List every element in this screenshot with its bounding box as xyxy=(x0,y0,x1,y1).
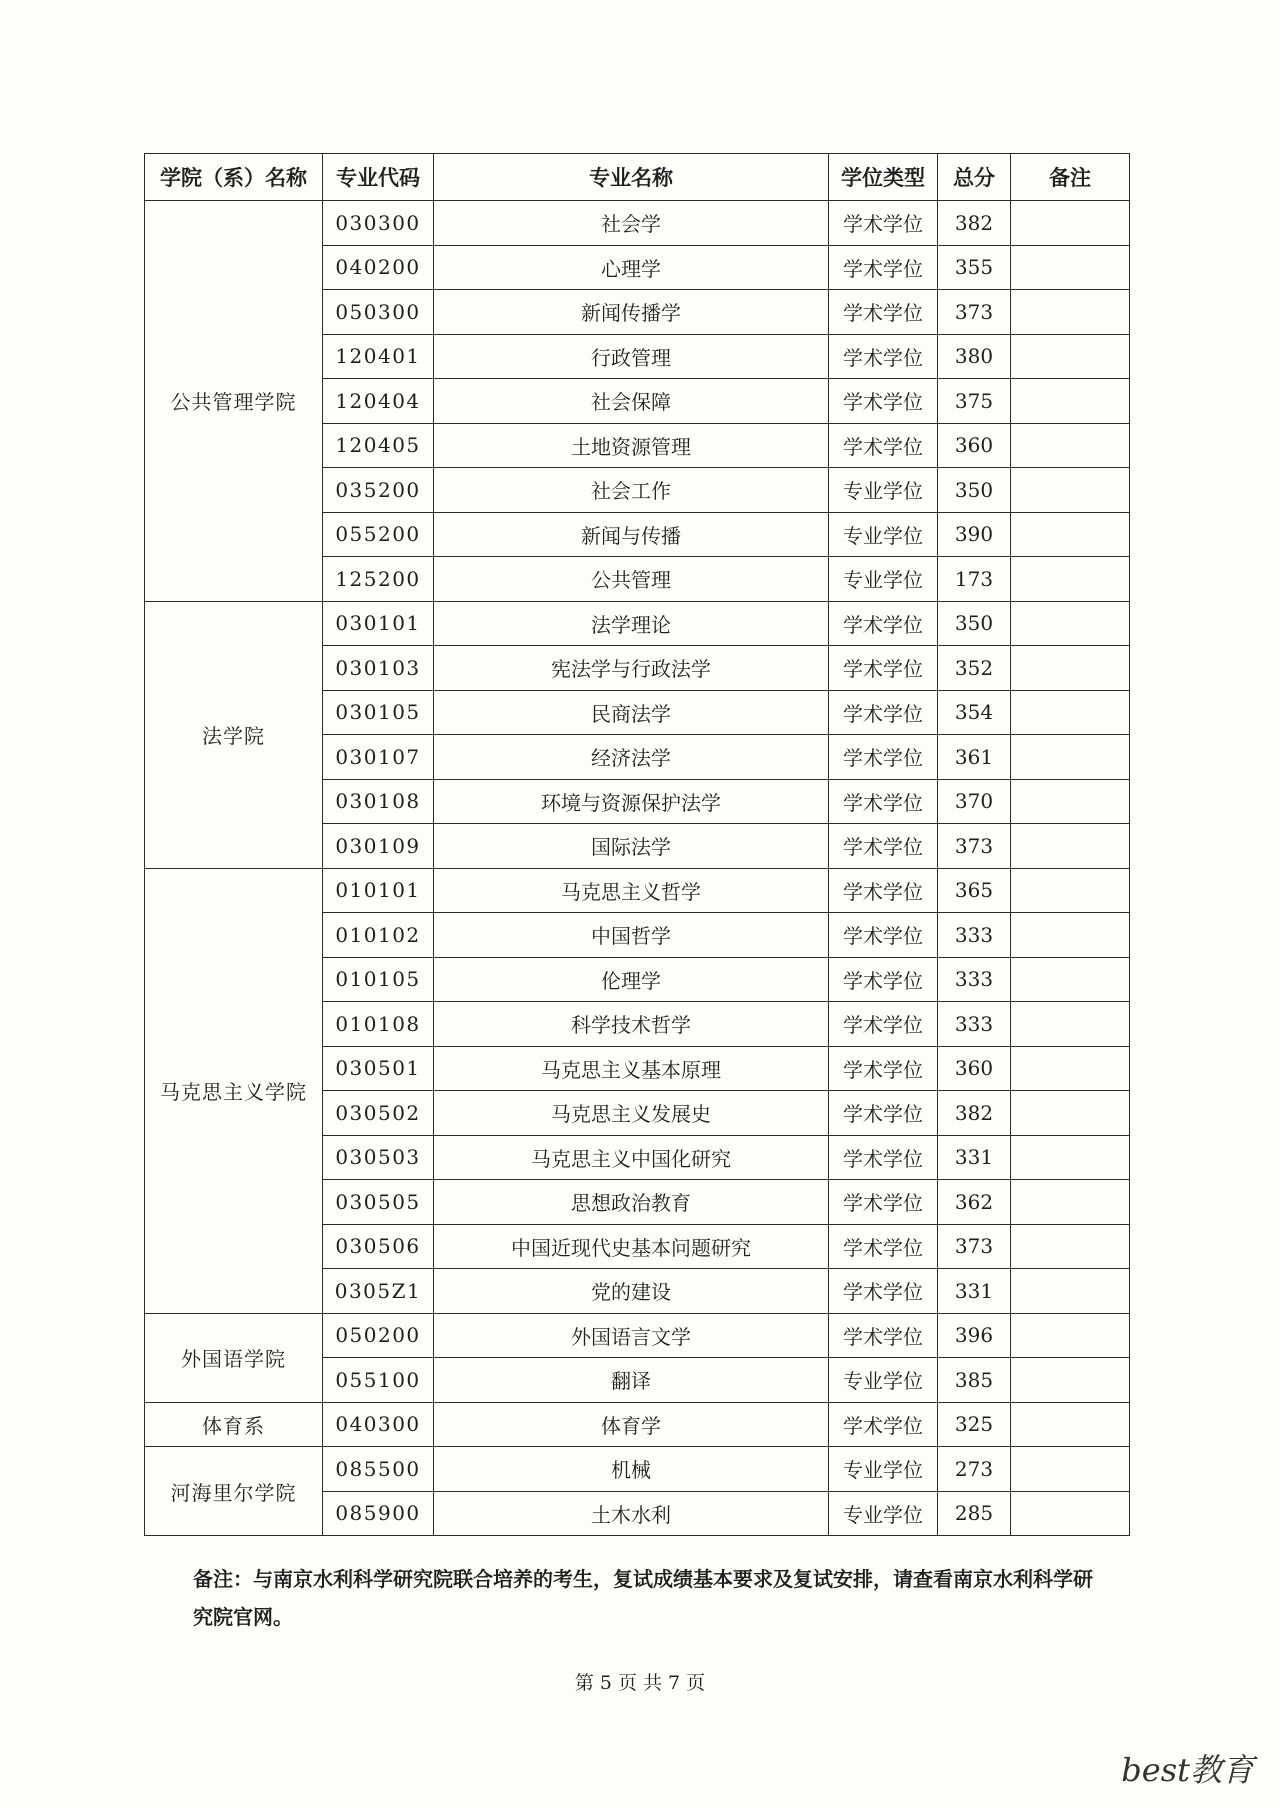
total-score-cell: 385 xyxy=(938,1358,1011,1403)
total-score-cell: 370 xyxy=(938,779,1011,824)
remark-cell xyxy=(1011,379,1130,424)
remark-cell xyxy=(1011,1358,1130,1403)
header-college: 学院（系）名称 xyxy=(145,154,323,201)
major-code-cell: 055200 xyxy=(323,512,434,557)
degree-type-cell: 学术学位 xyxy=(829,334,938,379)
major-name-cell: 社会工作 xyxy=(434,468,829,513)
major-code-cell: 030501 xyxy=(323,1046,434,1091)
major-name-cell: 社会学 xyxy=(434,201,829,246)
score-table xyxy=(144,153,1130,1536)
remark-cell xyxy=(1011,334,1130,379)
major-name-cell: 马克思主义基本原理 xyxy=(434,1046,829,1091)
major-name-cell: 新闻与传播 xyxy=(434,512,829,557)
total-score-cell: 360 xyxy=(938,423,1011,468)
major-name-cell: 土地资源管理 xyxy=(434,423,829,468)
remark-cell xyxy=(1011,201,1130,246)
college-name-cell: 马克思主义学院 xyxy=(145,868,323,1313)
remark-cell xyxy=(1011,468,1130,513)
major-name-cell: 党的建设 xyxy=(434,1269,829,1314)
major-name-cell: 马克思主义哲学 xyxy=(434,868,829,913)
degree-type-cell: 学术学位 xyxy=(829,1091,938,1136)
total-score-cell: 380 xyxy=(938,334,1011,379)
major-code-cell: 030109 xyxy=(323,824,434,869)
total-score-cell: 273 xyxy=(938,1447,1011,1492)
major-code-cell: 040300 xyxy=(323,1402,434,1447)
major-code-cell: 030103 xyxy=(323,646,434,691)
remark-cell xyxy=(1011,735,1130,780)
table-row xyxy=(145,1313,1130,1358)
degree-type-cell: 学术学位 xyxy=(829,957,938,1002)
degree-type-cell: 专业学位 xyxy=(829,468,938,513)
major-code-cell: 085900 xyxy=(323,1491,434,1536)
header-major-name: 专业名称 xyxy=(434,154,829,201)
degree-type-cell: 专业学位 xyxy=(829,1447,938,1492)
table-row xyxy=(145,601,1130,646)
remark-cell xyxy=(1011,1180,1130,1225)
degree-type-cell: 学术学位 xyxy=(829,1269,938,1314)
major-code-cell: 010101 xyxy=(323,868,434,913)
total-score-cell: 173 xyxy=(938,557,1011,602)
major-code-cell: 035200 xyxy=(323,468,434,513)
footnote: 备注：与南京水利科学研究院联合培养的考生，复试成绩基本要求及复试安排，请查看南京水利科学研究院官网。 xyxy=(193,1567,1093,1629)
remark-cell xyxy=(1011,868,1130,913)
major-code-cell: 125200 xyxy=(323,557,434,602)
degree-type-cell: 学术学位 xyxy=(829,1180,938,1225)
major-name-cell: 伦理学 xyxy=(434,957,829,1002)
major-name-cell: 翻译 xyxy=(434,1358,829,1403)
major-code-cell: 030503 xyxy=(323,1135,434,1180)
major-name-cell: 经济法学 xyxy=(434,735,829,780)
major-code-cell: 010102 xyxy=(323,913,434,958)
major-code-cell: 055100 xyxy=(323,1358,434,1403)
degree-type-cell: 学术学位 xyxy=(829,201,938,246)
degree-type-cell: 专业学位 xyxy=(829,557,938,602)
degree-type-cell: 学术学位 xyxy=(829,913,938,958)
major-code-cell: 120405 xyxy=(323,423,434,468)
major-code-cell: 030107 xyxy=(323,735,434,780)
table-row xyxy=(145,201,1130,246)
college-name-cell: 外国语学院 xyxy=(145,1313,323,1402)
major-name-cell: 中国哲学 xyxy=(434,913,829,958)
remark-cell xyxy=(1011,601,1130,646)
major-code-cell: 030300 xyxy=(323,201,434,246)
header-degree-type: 学位类型 xyxy=(829,154,938,201)
major-name-cell: 土木水利 xyxy=(434,1491,829,1536)
total-score-cell: 331 xyxy=(938,1135,1011,1180)
major-name-cell: 外国语言文学 xyxy=(434,1313,829,1358)
degree-type-cell: 学术学位 xyxy=(829,290,938,335)
remark-cell xyxy=(1011,1135,1130,1180)
major-name-cell: 社会保障 xyxy=(434,379,829,424)
major-name-cell: 国际法学 xyxy=(434,824,829,869)
remark-cell xyxy=(1011,690,1130,735)
remark-cell xyxy=(1011,646,1130,691)
major-code-cell: 030502 xyxy=(323,1091,434,1136)
header-remark: 备注 xyxy=(1011,154,1130,201)
college-name-cell: 公共管理学院 xyxy=(145,201,323,602)
remark-cell xyxy=(1011,245,1130,290)
total-score-cell: 350 xyxy=(938,468,1011,513)
remark-cell xyxy=(1011,1091,1130,1136)
major-name-cell: 马克思主义中国化研究 xyxy=(434,1135,829,1180)
major-name-cell: 心理学 xyxy=(434,245,829,290)
total-score-cell: 352 xyxy=(938,646,1011,691)
degree-type-cell: 学术学位 xyxy=(829,735,938,780)
remark-cell xyxy=(1011,1269,1130,1314)
degree-type-cell: 学术学位 xyxy=(829,779,938,824)
major-name-cell: 体育学 xyxy=(434,1402,829,1447)
total-score-cell: 382 xyxy=(938,1091,1011,1136)
degree-type-cell: 学术学位 xyxy=(829,646,938,691)
total-score-cell: 333 xyxy=(938,957,1011,1002)
degree-type-cell: 学术学位 xyxy=(829,868,938,913)
total-score-cell: 361 xyxy=(938,735,1011,780)
remark-cell xyxy=(1011,824,1130,869)
total-score-cell: 373 xyxy=(938,1224,1011,1269)
table-row xyxy=(145,868,1130,913)
remark-cell xyxy=(1011,512,1130,557)
major-code-cell: 085500 xyxy=(323,1447,434,1492)
remark-cell xyxy=(1011,1224,1130,1269)
major-code-cell: 030505 xyxy=(323,1180,434,1225)
remark-cell xyxy=(1011,1402,1130,1447)
major-code-cell: 120401 xyxy=(323,334,434,379)
remark-cell xyxy=(1011,1447,1130,1492)
degree-type-cell: 学术学位 xyxy=(829,1135,938,1180)
major-code-cell: 030108 xyxy=(323,779,434,824)
major-name-cell: 中国近现代史基本问题研究 xyxy=(434,1224,829,1269)
degree-type-cell: 学术学位 xyxy=(829,245,938,290)
remark-cell xyxy=(1011,1313,1130,1358)
major-name-cell: 科学技术哲学 xyxy=(434,1002,829,1047)
major-name-cell: 行政管理 xyxy=(434,334,829,379)
major-code-cell: 120404 xyxy=(323,379,434,424)
degree-type-cell: 专业学位 xyxy=(829,1358,938,1403)
major-code-cell: 0305Z1 xyxy=(323,1269,434,1314)
degree-type-cell: 专业学位 xyxy=(829,1491,938,1536)
total-score-cell: 355 xyxy=(938,245,1011,290)
header-major-code: 专业代码 xyxy=(323,154,434,201)
college-name-cell: 体育系 xyxy=(145,1402,323,1447)
college-name-cell: 法学院 xyxy=(145,601,323,868)
total-score-cell: 382 xyxy=(938,201,1011,246)
degree-type-cell: 学术学位 xyxy=(829,423,938,468)
degree-type-cell: 学术学位 xyxy=(829,1224,938,1269)
table-row xyxy=(145,1402,1130,1447)
major-name-cell: 公共管理 xyxy=(434,557,829,602)
degree-type-cell: 学术学位 xyxy=(829,601,938,646)
major-name-cell: 机械 xyxy=(434,1447,829,1492)
college-name-cell: 河海里尔学院 xyxy=(145,1447,323,1536)
total-score-cell: 375 xyxy=(938,379,1011,424)
total-score-cell: 362 xyxy=(938,1180,1011,1225)
total-score-cell: 333 xyxy=(938,1002,1011,1047)
degree-type-cell: 专业学位 xyxy=(829,512,938,557)
major-name-cell: 法学理论 xyxy=(434,601,829,646)
degree-type-cell: 学术学位 xyxy=(829,1402,938,1447)
major-code-cell: 030506 xyxy=(323,1224,434,1269)
major-name-cell: 马克思主义发展史 xyxy=(434,1091,829,1136)
degree-type-cell: 学术学位 xyxy=(829,824,938,869)
page-number: 第 5 页 共 7 页 xyxy=(574,1672,706,1694)
major-code-cell: 030105 xyxy=(323,690,434,735)
table-row xyxy=(145,1447,1130,1492)
major-code-cell: 050300 xyxy=(323,290,434,335)
total-score-cell: 325 xyxy=(938,1402,1011,1447)
major-name-cell: 新闻传播学 xyxy=(434,290,829,335)
major-code-cell: 030101 xyxy=(323,601,434,646)
total-score-cell: 333 xyxy=(938,913,1011,958)
total-score-cell: 390 xyxy=(938,512,1011,557)
total-score-cell: 331 xyxy=(938,1269,1011,1314)
degree-type-cell: 学术学位 xyxy=(829,690,938,735)
total-score-cell: 373 xyxy=(938,290,1011,335)
watermark: best教育 xyxy=(1121,1751,1254,1789)
major-code-cell: 050200 xyxy=(323,1313,434,1358)
total-score-cell: 350 xyxy=(938,601,1011,646)
remark-cell xyxy=(1011,957,1130,1002)
major-name-cell: 环境与资源保护法学 xyxy=(434,779,829,824)
remark-cell xyxy=(1011,1046,1130,1091)
total-score-cell: 373 xyxy=(938,824,1011,869)
remark-cell xyxy=(1011,557,1130,602)
remark-cell xyxy=(1011,913,1130,958)
degree-type-cell: 学术学位 xyxy=(829,1046,938,1091)
remark-cell xyxy=(1011,779,1130,824)
major-name-cell: 思想政治教育 xyxy=(434,1180,829,1225)
degree-type-cell: 学术学位 xyxy=(829,1313,938,1358)
remark-cell xyxy=(1011,1002,1130,1047)
header-total-score: 总分 xyxy=(938,154,1011,201)
table-body xyxy=(145,201,1130,1536)
total-score-cell: 354 xyxy=(938,690,1011,735)
degree-type-cell: 学术学位 xyxy=(829,1002,938,1047)
remark-cell xyxy=(1011,423,1130,468)
major-code-cell: 010108 xyxy=(323,1002,434,1047)
total-score-cell: 365 xyxy=(938,868,1011,913)
remark-cell xyxy=(1011,1491,1130,1536)
major-code-cell: 040200 xyxy=(323,245,434,290)
major-code-cell: 010105 xyxy=(323,957,434,1002)
total-score-cell: 285 xyxy=(938,1491,1011,1536)
degree-type-cell: 学术学位 xyxy=(829,379,938,424)
major-name-cell: 民商法学 xyxy=(434,690,829,735)
major-name-cell: 宪法学与行政法学 xyxy=(434,646,829,691)
remark-cell xyxy=(1011,290,1130,335)
total-score-cell: 396 xyxy=(938,1313,1011,1358)
table-header-row xyxy=(145,154,1130,201)
total-score-cell: 360 xyxy=(938,1046,1011,1091)
